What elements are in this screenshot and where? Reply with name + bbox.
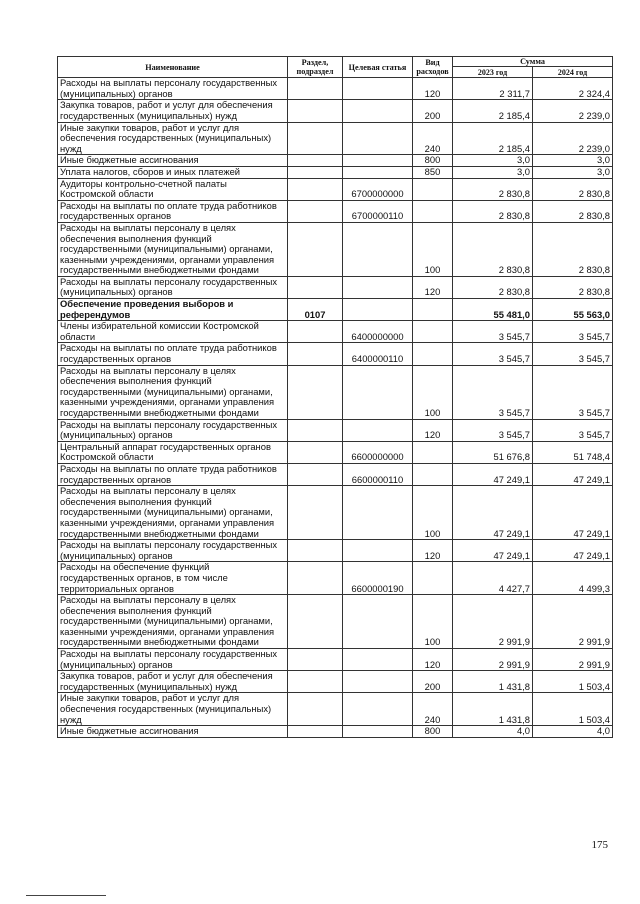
row-name: Иные бюджетные ассигнования — [58, 155, 288, 167]
row-target — [343, 78, 413, 100]
row-value-2023: 47 249,1 — [453, 540, 533, 562]
row-type — [413, 562, 453, 595]
table-row — [58, 122, 613, 155]
table-row — [58, 178, 613, 200]
row-type: 120 — [413, 276, 453, 298]
row-value-2024: 55 563,0 — [533, 299, 613, 321]
row-name: Центральный аппарат государственных органов Костромской области — [58, 441, 288, 463]
row-target: 6600000000 — [343, 441, 413, 463]
row-section — [288, 463, 343, 485]
table-row — [58, 649, 613, 671]
table-row — [58, 562, 613, 595]
row-name: Иные закупки товаров, работ и услуг для обеспечения государственных (муниципальных) нужд — [58, 693, 288, 726]
row-type — [413, 321, 453, 343]
row-target — [343, 222, 413, 276]
row-value-2024: 2 830,8 — [533, 178, 613, 200]
table-body — [58, 78, 613, 738]
row-value-2024: 2 239,0 — [533, 100, 613, 122]
row-target: 6400000110 — [343, 343, 413, 365]
row-section — [288, 122, 343, 155]
header-target: Целевая статья — [343, 57, 413, 78]
row-section — [288, 166, 343, 178]
row-target: 6600000190 — [343, 562, 413, 595]
row-value-2024: 3 545,7 — [533, 321, 613, 343]
row-value-2024: 47 249,1 — [533, 463, 613, 485]
table-row — [58, 276, 613, 298]
row-name: Аудиторы контрольно-счетной палаты Костромской области — [58, 178, 288, 200]
row-type — [413, 200, 453, 222]
row-value-2024: 2 830,8 — [533, 200, 613, 222]
row-name: Расходы на выплаты по оплате труда работников государственных органов — [58, 463, 288, 485]
row-section — [288, 321, 343, 343]
row-value-2024: 51 748,4 — [533, 441, 613, 463]
table-row — [58, 321, 613, 343]
row-type: 800 — [413, 726, 453, 738]
table-row — [58, 155, 613, 167]
row-type — [413, 299, 453, 321]
row-target — [343, 122, 413, 155]
row-type: 120 — [413, 649, 453, 671]
row-name: Расходы на выплаты по оплате труда работников государственных органов — [58, 343, 288, 365]
row-target — [343, 100, 413, 122]
row-section — [288, 671, 343, 693]
row-value-2023: 3 545,7 — [453, 419, 533, 441]
row-type: 100 — [413, 365, 453, 419]
row-value-2024: 4 499,3 — [533, 562, 613, 595]
row-value-2024: 3 545,7 — [533, 343, 613, 365]
row-value-2023: 47 249,1 — [453, 486, 533, 540]
row-value-2024: 2 991,9 — [533, 649, 613, 671]
row-value-2023: 55 481,0 — [453, 299, 533, 321]
table-row — [58, 343, 613, 365]
row-section — [288, 419, 343, 441]
row-value-2023: 2 991,9 — [453, 649, 533, 671]
row-name: Иные бюджетные ассигнования — [58, 726, 288, 738]
row-type: 100 — [413, 222, 453, 276]
row-type: 200 — [413, 671, 453, 693]
row-target — [343, 166, 413, 178]
table-row — [58, 726, 613, 738]
row-section: 0107 — [288, 299, 343, 321]
row-value-2024: 4,0 — [533, 726, 613, 738]
page-number: 175 — [591, 839, 608, 851]
table-row — [58, 365, 613, 419]
row-section — [288, 365, 343, 419]
row-target — [343, 276, 413, 298]
row-target — [343, 486, 413, 540]
row-target — [343, 595, 413, 649]
table-row — [58, 200, 613, 222]
table-row — [58, 671, 613, 693]
row-section — [288, 276, 343, 298]
row-value-2023: 2 830,8 — [453, 178, 533, 200]
row-section — [288, 540, 343, 562]
row-section — [288, 343, 343, 365]
table-row — [58, 419, 613, 441]
table-row — [58, 693, 613, 726]
header-name: Наименование — [58, 57, 288, 78]
row-section — [288, 649, 343, 671]
row-name: Расходы на выплаты персоналу в целях обеспечения выполнения функций государственными (муниципальными) органами, казенными учреждениями, органами управления государственными внебюджетными фондами — [58, 222, 288, 276]
row-section — [288, 78, 343, 100]
row-target — [343, 419, 413, 441]
row-target: 6400000000 — [343, 321, 413, 343]
row-section — [288, 441, 343, 463]
row-name: Обеспечение проведения выборов и референдумов — [58, 299, 288, 321]
row-type: 100 — [413, 595, 453, 649]
row-value-2024: 3,0 — [533, 155, 613, 167]
row-value-2023: 3 545,7 — [453, 343, 533, 365]
row-name: Расходы на выплаты персоналу в целях обеспечения выполнения функций государственными (муниципальными) органами, казенными учреждениями, органами управления государственными внебюджетными фондами — [58, 365, 288, 419]
row-target: 6700000110 — [343, 200, 413, 222]
row-name: Закупка товаров, работ и услуг для обеспечения государственных (муниципальных) нужд — [58, 671, 288, 693]
row-value-2023: 4 427,7 — [453, 562, 533, 595]
table-row — [58, 486, 613, 540]
row-type — [413, 441, 453, 463]
row-value-2023: 2 991,9 — [453, 595, 533, 649]
row-section — [288, 200, 343, 222]
row-target — [343, 726, 413, 738]
row-value-2024: 1 503,4 — [533, 693, 613, 726]
table-row — [58, 540, 613, 562]
header-year-2024: 2024 год — [533, 67, 613, 78]
row-name: Уплата налогов, сборов и иных платежей — [58, 166, 288, 178]
header-sum: Сумма — [453, 57, 613, 67]
row-type: 240 — [413, 693, 453, 726]
row-name: Расходы на выплаты персоналу в целях обеспечения выполнения функций государственными (муниципальными) органами, казенными учреждениями, органами управления государственными внебюджетными фондами — [58, 486, 288, 540]
row-target — [343, 365, 413, 419]
row-value-2024: 2 324,4 — [533, 78, 613, 100]
row-value-2024: 2 239,0 — [533, 122, 613, 155]
row-type: 240 — [413, 122, 453, 155]
row-name: Закупка товаров, работ и услуг для обеспечения государственных (муниципальных) нужд — [58, 100, 288, 122]
row-section — [288, 178, 343, 200]
row-target: 6700000000 — [343, 178, 413, 200]
row-type: 120 — [413, 419, 453, 441]
row-name: Расходы на обеспечение функций государственных органов, в том числе территориальных органов — [58, 562, 288, 595]
row-section — [288, 222, 343, 276]
table-row — [58, 595, 613, 649]
row-target — [343, 540, 413, 562]
row-type: 200 — [413, 100, 453, 122]
row-value-2023: 3 545,7 — [453, 321, 533, 343]
row-name: Расходы на выплаты персоналу государственных (муниципальных) органов — [58, 419, 288, 441]
row-value-2024: 2 830,8 — [533, 222, 613, 276]
row-name: Расходы на выплаты персоналу в целях обеспечения выполнения функций государственными (муниципальными) органами, казенными учреждениями, органами управления государственными внебюджетными фондами — [58, 595, 288, 649]
row-value-2023: 2 830,8 — [453, 276, 533, 298]
row-value-2023: 2 185,4 — [453, 100, 533, 122]
table-row — [58, 166, 613, 178]
row-value-2024: 2 830,8 — [533, 276, 613, 298]
row-value-2023: 2 311,7 — [453, 78, 533, 100]
row-value-2024: 3,0 — [533, 166, 613, 178]
row-section — [288, 693, 343, 726]
row-value-2023: 4,0 — [453, 726, 533, 738]
row-value-2024: 47 249,1 — [533, 486, 613, 540]
footer-rule — [26, 895, 106, 896]
row-value-2024: 3 545,7 — [533, 365, 613, 419]
row-section — [288, 595, 343, 649]
row-target — [343, 693, 413, 726]
row-type: 100 — [413, 486, 453, 540]
row-target — [343, 155, 413, 167]
table-row — [58, 463, 613, 485]
row-target: 6600000110 — [343, 463, 413, 485]
row-value-2024: 2 991,9 — [533, 595, 613, 649]
row-value-2024: 1 503,4 — [533, 671, 613, 693]
table-row — [58, 100, 613, 122]
row-value-2023: 2 830,8 — [453, 200, 533, 222]
header-year-2023: 2023 год — [453, 67, 533, 78]
row-value-2023: 3,0 — [453, 166, 533, 178]
table-row — [58, 78, 613, 100]
row-type — [413, 463, 453, 485]
table-row — [58, 441, 613, 463]
row-value-2023: 47 249,1 — [453, 463, 533, 485]
row-type: 120 — [413, 540, 453, 562]
header-section: Раздел, подраздел — [288, 57, 343, 78]
row-type — [413, 178, 453, 200]
row-name: Члены избирательной комиссии Костромской области — [58, 321, 288, 343]
row-type — [413, 343, 453, 365]
row-name: Расходы на выплаты персоналу государственных (муниципальных) органов — [58, 276, 288, 298]
row-value-2023: 1 431,8 — [453, 693, 533, 726]
row-section — [288, 486, 343, 540]
row-section — [288, 100, 343, 122]
row-value-2024: 3 545,7 — [533, 419, 613, 441]
table-row — [58, 222, 613, 276]
row-value-2023: 2 185,4 — [453, 122, 533, 155]
table-row — [58, 299, 613, 321]
row-section — [288, 155, 343, 167]
row-name: Расходы на выплаты по оплате труда работников государственных органов — [58, 200, 288, 222]
row-target — [343, 299, 413, 321]
row-name: Расходы на выплаты персоналу государственных (муниципальных) органов — [58, 78, 288, 100]
row-name: Расходы на выплаты персоналу государственных (муниципальных) органов — [58, 540, 288, 562]
row-section — [288, 562, 343, 595]
row-type: 850 — [413, 166, 453, 178]
header-type: Вид расходов — [413, 57, 453, 78]
row-value-2023: 2 830,8 — [453, 222, 533, 276]
row-section — [288, 726, 343, 738]
row-value-2023: 1 431,8 — [453, 671, 533, 693]
budget-table — [57, 56, 613, 738]
row-value-2023: 51 676,8 — [453, 441, 533, 463]
row-name: Расходы на выплаты персоналу государственных (муниципальных) органов — [58, 649, 288, 671]
row-target — [343, 649, 413, 671]
row-target — [343, 671, 413, 693]
row-name: Иные закупки товаров, работ и услуг для обеспечения государственных (муниципальных) нужд — [58, 122, 288, 155]
row-value-2023: 3,0 — [453, 155, 533, 167]
row-value-2024: 47 249,1 — [533, 540, 613, 562]
row-value-2023: 3 545,7 — [453, 365, 533, 419]
row-type: 120 — [413, 78, 453, 100]
row-type: 800 — [413, 155, 453, 167]
